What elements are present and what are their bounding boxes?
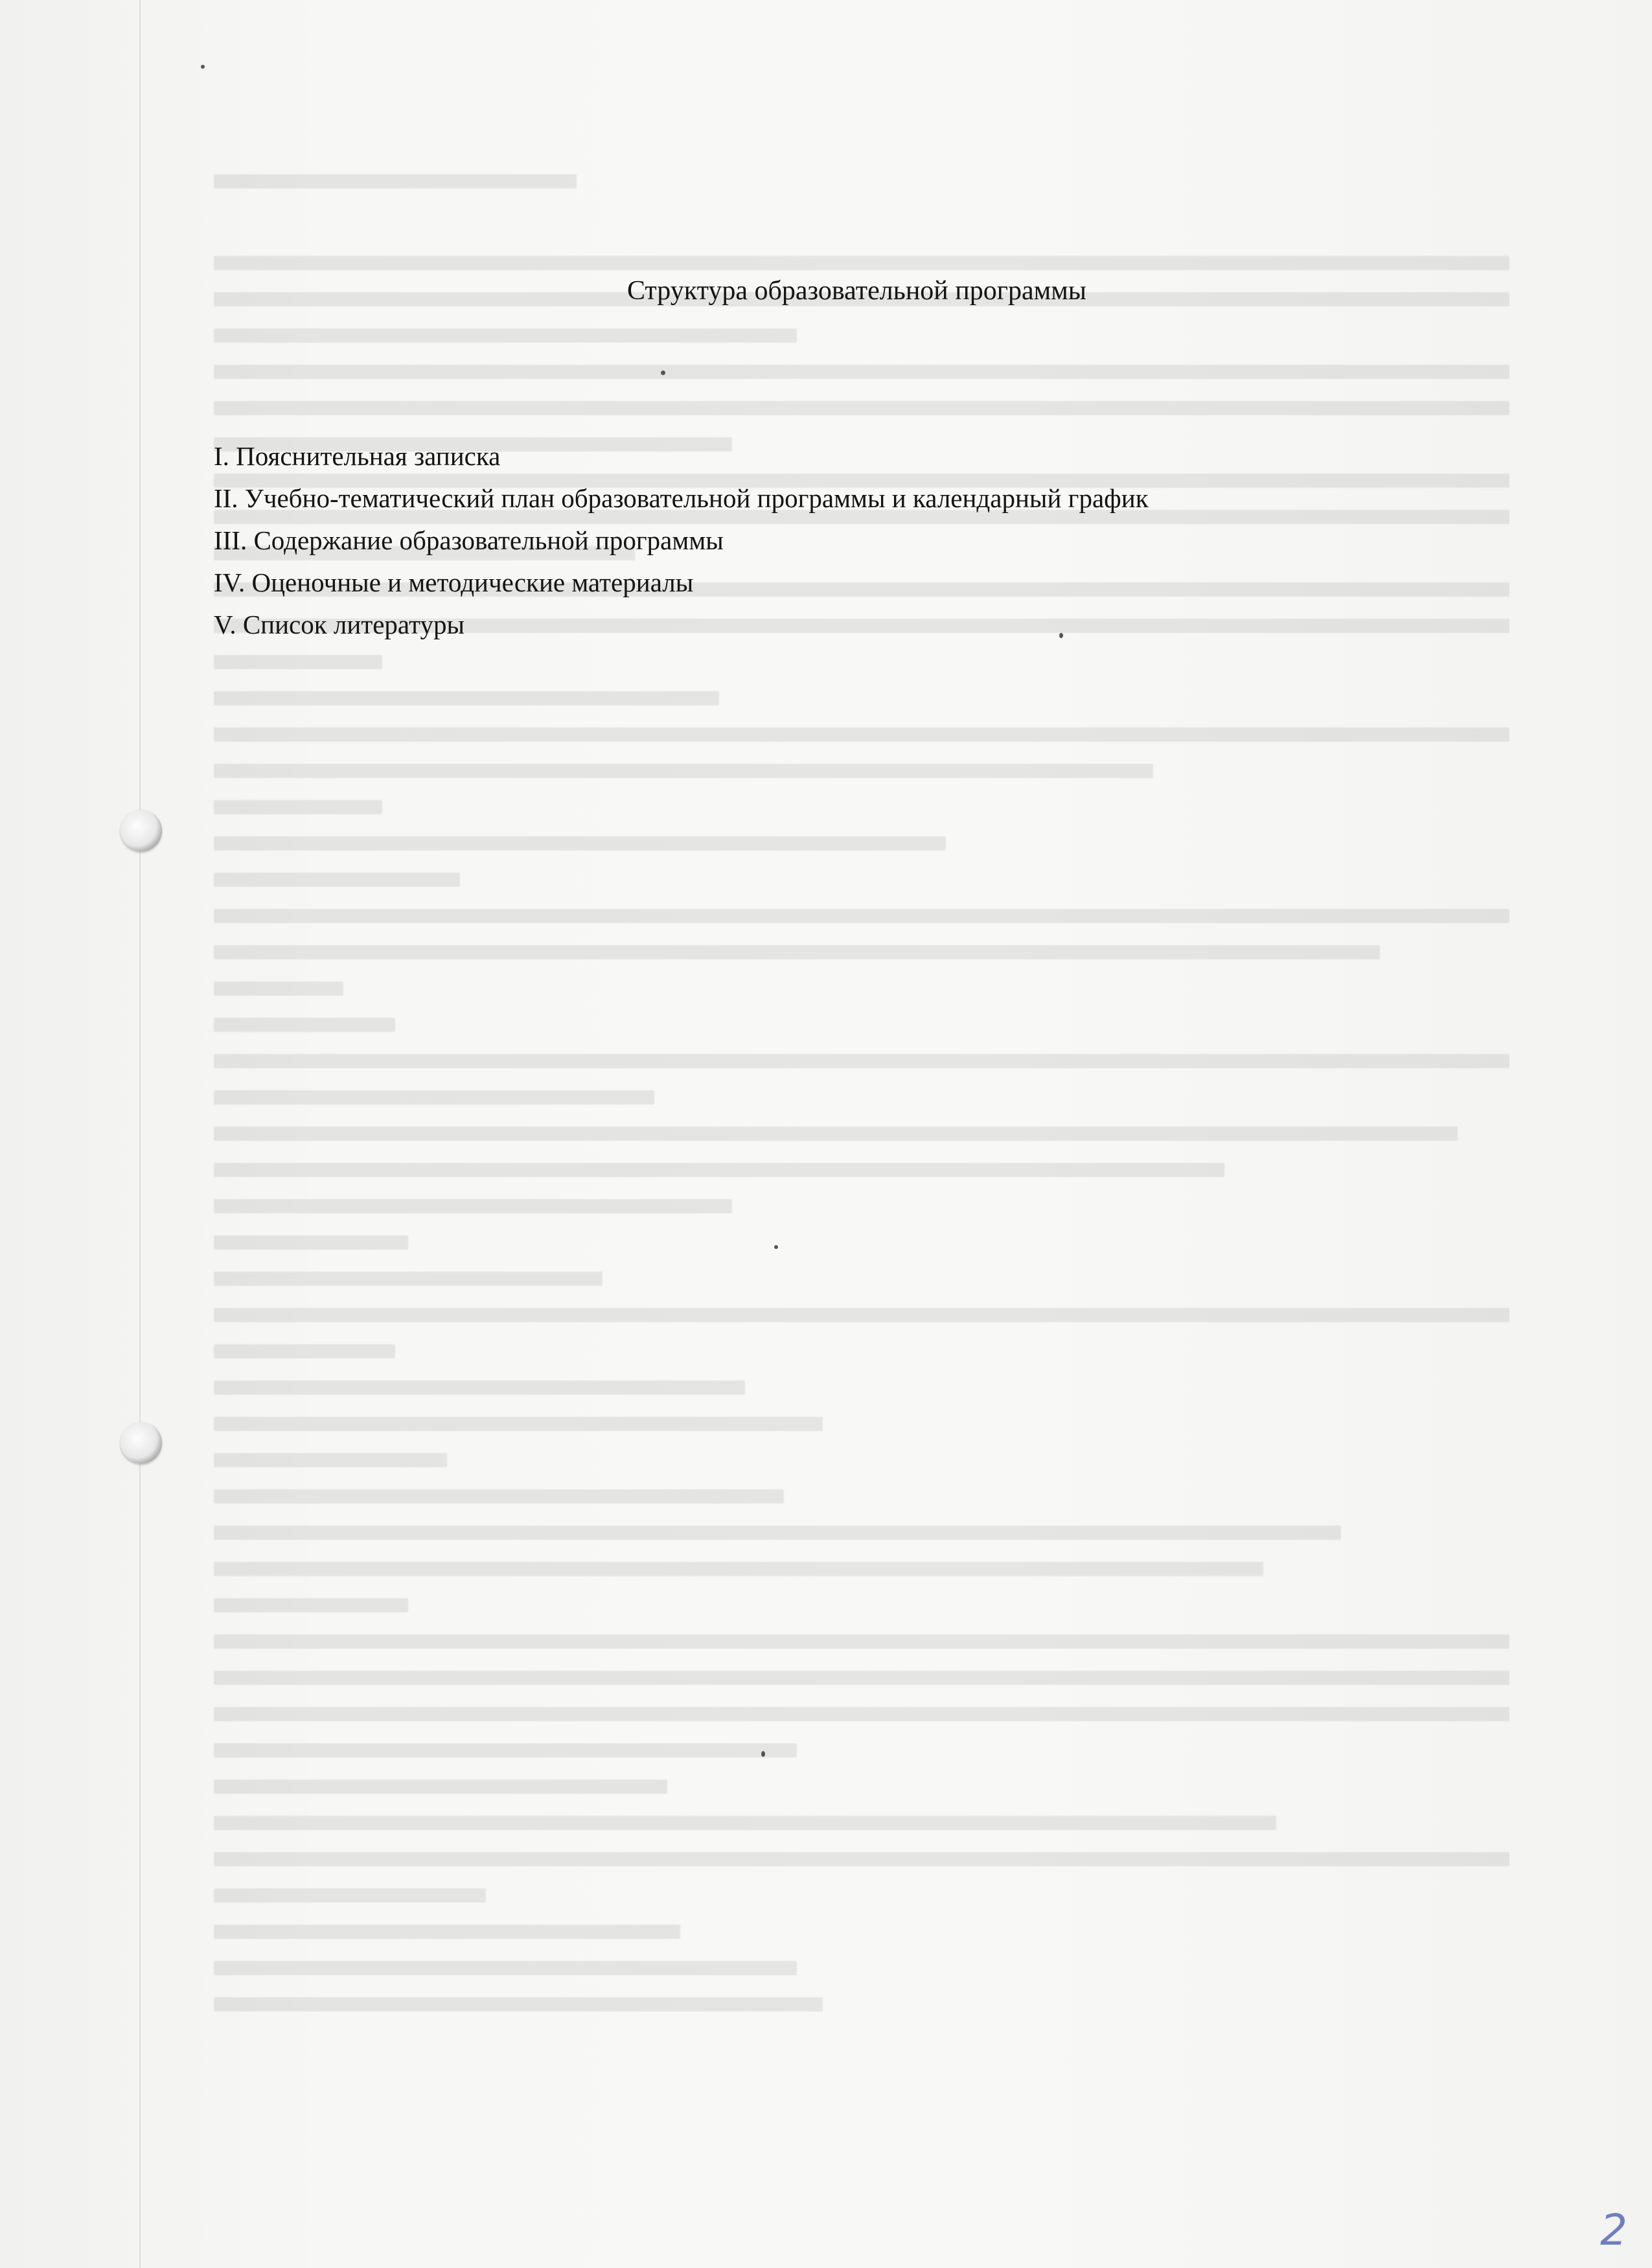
- page-number: 2: [1600, 2205, 1627, 2255]
- document-title: Структура образовательной программы: [626, 276, 1087, 306]
- toc-item: V. Список литературы: [214, 610, 465, 639]
- toc-item: I. Пояснительная записка: [214, 441, 501, 471]
- punch-hole: [120, 810, 162, 851]
- scan-speck: [661, 371, 665, 375]
- toc-item: IV. Оценочные и методические материалы: [214, 567, 694, 597]
- punch-hole: [120, 1422, 162, 1463]
- scan-speck: [761, 1751, 765, 1757]
- toc-item: III. Содержание образовательной программы: [214, 525, 724, 555]
- scan-speck: [1059, 633, 1063, 638]
- scan-speck: [774, 1245, 778, 1249]
- table-of-contents: [214, 435, 1149, 646]
- toc-item: II. Учебно-тематический план образовательной программы и календарный график: [214, 483, 1149, 513]
- scan-speck: [201, 65, 205, 69]
- fold-line: [139, 0, 141, 2268]
